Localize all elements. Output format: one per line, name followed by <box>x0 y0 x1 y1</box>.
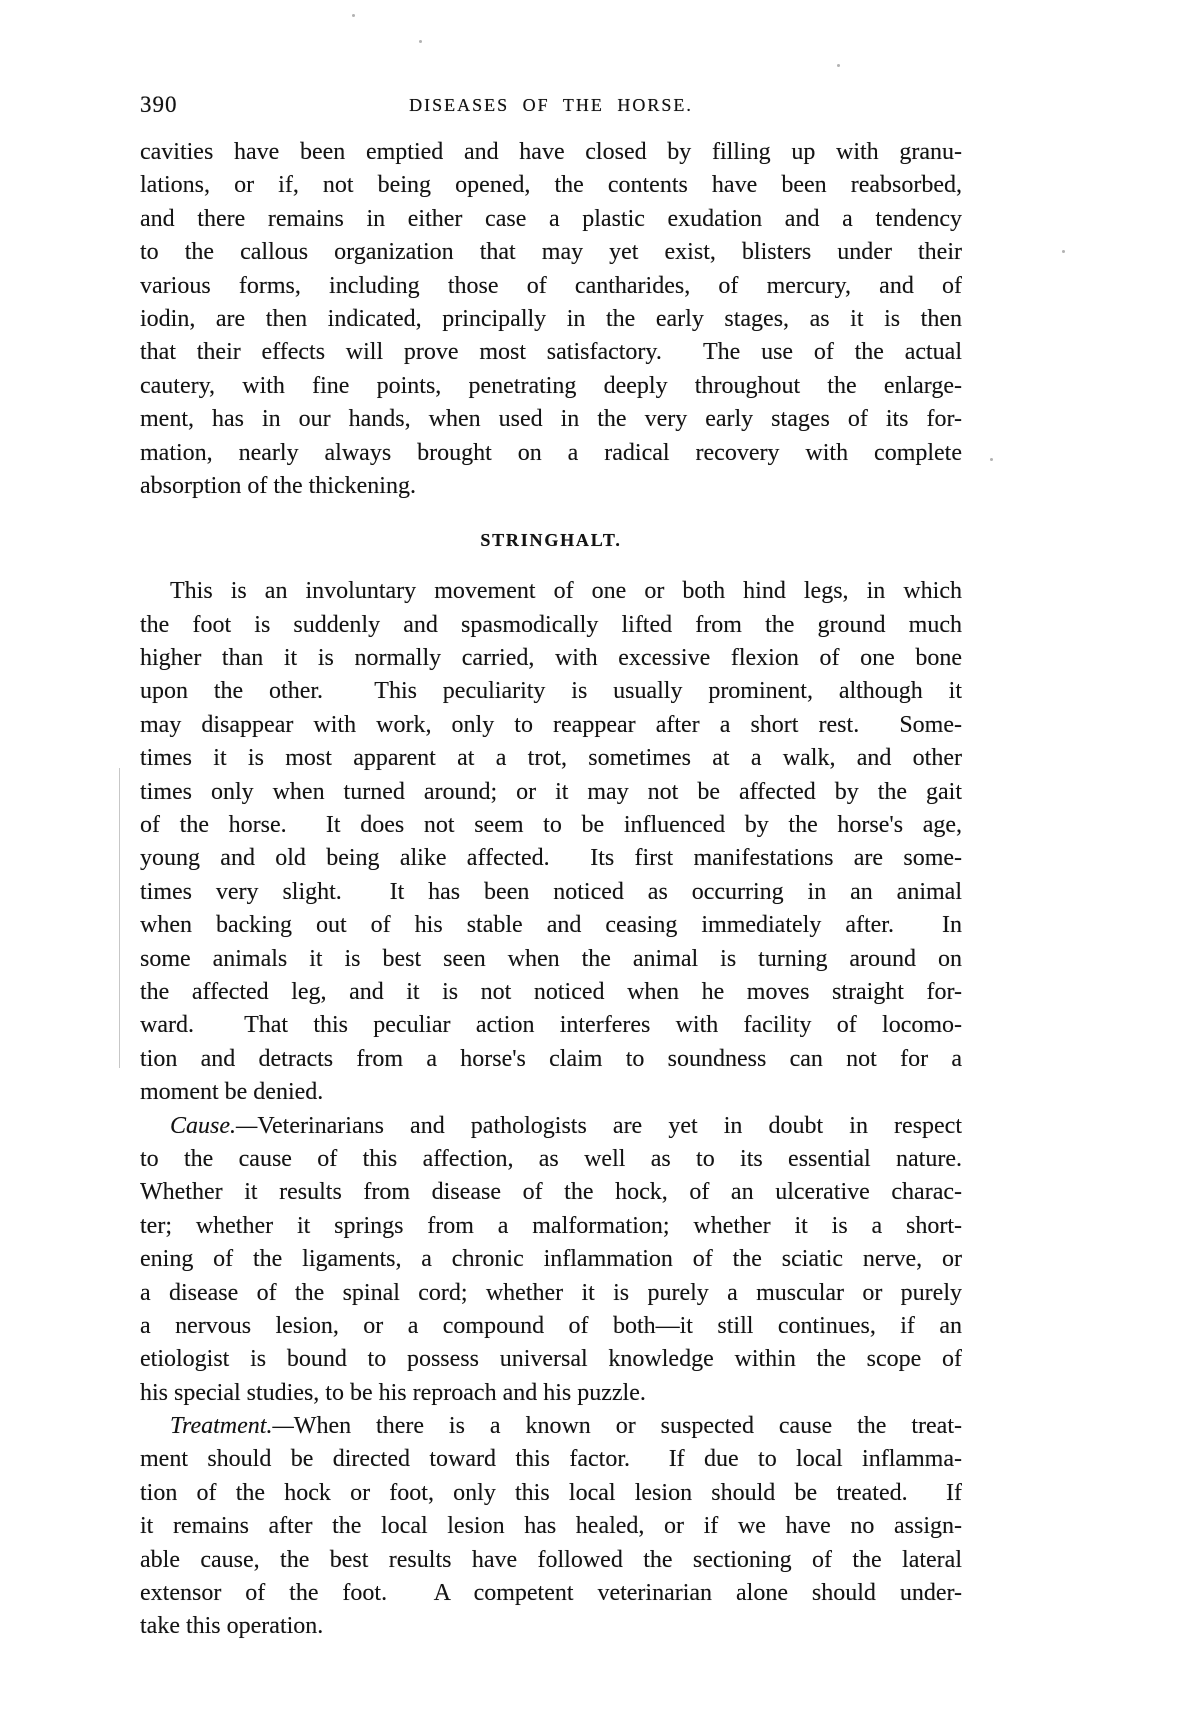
page-body <box>140 136 962 1644</box>
scan-speck <box>419 40 422 43</box>
paragraph <box>140 1410 962 1644</box>
text-line: ment should be directed toward this factor. If due to local inflamma- <box>140 1446 962 1473</box>
scan-speck <box>352 14 355 17</box>
text-line: cautery, with fine points, penetrating deeply throughout the enlarge- <box>140 372 962 399</box>
paragraph <box>140 575 962 1109</box>
text-line: times very slight. It has been noticed as occurring in an animal <box>140 878 962 905</box>
scan-speck <box>1062 250 1065 253</box>
page-header <box>140 92 962 120</box>
text-line: cavities have been emptied and have closed by filling up with granu- <box>140 139 962 165</box>
text-line: various forms, including those of cantharides, of mercury, and of <box>140 272 962 299</box>
text-line: Whether it results from disease of the hock, of an ulcerative charac- <box>140 1179 962 1206</box>
page-number: 390 <box>140 92 178 117</box>
text-line: lations, or if, not being opened, the contents have been reabsorbed, <box>140 172 962 199</box>
paragraph <box>140 136 962 503</box>
text-line: the foot is suddenly and spasmodically lifted from the ground much <box>140 611 962 638</box>
paragraph-lead-word: Treatment.— <box>170 1413 294 1440</box>
text-line: the affected leg, and it is not noticed when he moves straight for- <box>140 978 962 1005</box>
text-line: able cause, the best results have followed the sectioning of the lateral <box>140 1546 962 1573</box>
text-line: ening of the ligaments, a chronic inflammation of the sciatic nerve, or <box>140 1246 962 1273</box>
text-line: extensor of the foot. A competent veterinarian alone should under- <box>140 1580 962 1607</box>
text-line: ward. That this peculiar action interferes with facility of locomo- <box>140 1012 962 1039</box>
text-line: iodin, are then indicated, principally in the early stages, as it is then <box>140 305 962 332</box>
text-line: may disappear with work, only to reappear after a short rest. Some- <box>140 711 962 738</box>
scan-speck <box>990 458 993 461</box>
text-line: young and old being alike affected. Its first manifestations are some- <box>140 845 962 872</box>
text-line: that their effects will prove most satisfactory. The use of the actual <box>140 339 962 366</box>
text-line: This is an involuntary movement of one or both hind legs, in which <box>170 578 962 605</box>
text-line: take this operation. <box>140 1613 324 1640</box>
running-title: DISEASES OF THE HORSE. <box>409 95 693 115</box>
text-line: of the horse. It does not seem to be influenced by the horse's age, <box>140 812 962 839</box>
paragraph <box>140 1110 962 1411</box>
text-line: moment be denied. <box>140 1079 324 1106</box>
text-line: absorption of the thickening. <box>140 472 416 499</box>
text-line: Treatment.—When there is a known or suspected cause the treat- <box>170 1413 962 1440</box>
text-line: higher than it is normally carried, with excessive flexion of one bone <box>140 645 962 672</box>
text-line: tion and detracts from a horse's claim to soundness can not for a <box>140 1045 962 1072</box>
text-line: his special studies, to be his reproach and his puzzle. <box>140 1379 646 1406</box>
text-line: Cause.—Veterinarians and pathologists are yet in doubt in respect <box>170 1112 962 1139</box>
text-line: to the callous organization that may yet exist, blisters under their <box>140 239 962 266</box>
text-line: to the cause of this affection, as well as to its essential nature. <box>140 1145 962 1172</box>
text-line: mation, nearly always brought on a radical recovery with complete <box>140 439 962 466</box>
text-line: times it is most apparent at a trot, sometimes at a walk, and other <box>140 745 962 772</box>
text-line: it remains after the local lesion has healed, or if we have no assign- <box>140 1513 962 1540</box>
scan-speck <box>837 64 840 67</box>
text-line: a nervous lesion, or a compound of both—it still continues, if an <box>140 1312 962 1339</box>
section-heading: STRINGHALT. <box>480 530 622 551</box>
text-line: some animals it is best seen when the animal is turning around on <box>140 945 962 972</box>
text-column <box>140 92 962 1644</box>
text-line: ment, has in our hands, when used in the very early stages of its for- <box>140 406 962 433</box>
text-line: etiologist is bound to possess universal knowledge within the scope of <box>140 1346 962 1373</box>
text-line: a disease of the spinal cord; whether it is purely a muscular or purely <box>140 1279 962 1306</box>
text-line: when backing out of his stable and ceasing immediately after. In <box>140 912 962 939</box>
text-line: ter; whether it springs from a malformation; whether it is a short- <box>140 1212 962 1239</box>
paragraph-lead-word: Cause.— <box>170 1112 258 1139</box>
scan-fold-line <box>119 768 120 1068</box>
text-line: upon the other. This peculiarity is usually prominent, although it <box>140 678 962 705</box>
text-line: times only when turned around; or it may not be affected by the gait <box>140 778 962 805</box>
text-line: tion of the hock or foot, only this local lesion should be treated. If <box>140 1479 962 1506</box>
text-line: and there remains in either case a plastic exudation and a tendency <box>140 205 962 232</box>
